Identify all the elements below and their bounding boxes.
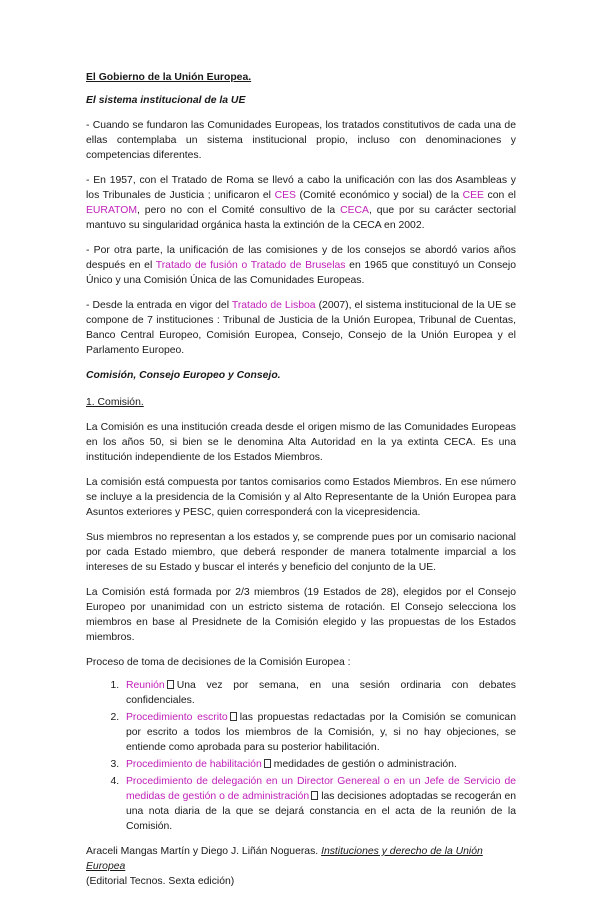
paragraph-rome-treaty: - En 1957, con el Tratado de Roma se llevó a cabo la unificación con las dos Asambleas y los Tribunales de Justicia ; unificaron el CES (Comité económico y social) de la CEE con el EURATOM, pero no con el Comité consultivo de la CECA, que por su carácter sectorial mantuvo su singularidad orgánica hasta la extinción de la CECA en 2002. — [86, 175, 517, 231]
document-subtitle: El sistema institucional de la UE — [86, 95, 246, 106]
checkbox-glyph-icon — [230, 712, 237, 721]
heading-comision: 1. Comisión. — [86, 397, 144, 408]
link-lisbon-treaty[interactable]: Tratado de Lisboa — [231, 300, 316, 311]
paragraph-comision-formation: La Comisión está formada por 2/3 miembros (19 Estados de 28), elegidos por el Consejo Europeo por unanimidad con un estricto sistema de rotación. El Consejo selecciona los miembros en base al Presidnete de la Comisión elegido y las propuestas de los Estados miembros. — [86, 587, 516, 643]
list-item: 4. Procedimiento de delegación en un Director Genereal o en un Jefe de Servicio de medidas de gestión o de administración las decisiones adoptadas se recogerán en una nota diaria de la que se dejará constancia en el acta de la reunión de la Comisión. — [122, 774, 516, 834]
checkbox-glyph-icon — [167, 680, 174, 689]
process-title: Proceso de toma de decisiones de la Comisión Europea : — [86, 657, 351, 668]
checkbox-glyph-icon — [264, 759, 271, 768]
link-step-habilitacion[interactable]: Procedimiento de habilitación — [126, 759, 262, 770]
checkbox-glyph-icon — [311, 791, 318, 800]
link-ces[interactable]: CES — [274, 190, 296, 201]
document-body — [86, 70, 516, 899]
process-list — [86, 678, 516, 834]
link-step-reunion[interactable]: Reunión — [126, 680, 165, 691]
link-euratom[interactable]: EURATOM — [86, 205, 137, 216]
section-heading: Comisión, Consejo Europeo y Consejo. — [86, 370, 281, 381]
link-step-delegacion[interactable]: Procedimiento de delegación en un Director Genereal o en un Jefe de Servicio de medidas de gestión o de administración — [126, 776, 516, 802]
link-merger-treaty[interactable]: Tratado de fusión o Tratado de Bruselas — [155, 260, 346, 271]
document-title: El Gobierno de la Unión Europea. — [86, 72, 252, 83]
paragraph-comision-members: Sus miembros no representan a los estados y, se comprende pues por un comisario nacional por cada Estado miembro, que deberá responder de manera totalmente imparcial a los intereses de su Estado y buscar el interés y beneficio del conjunto de la UE. — [86, 532, 516, 573]
citation: Araceli Mangas Martín y Diego J. Liñán Nogueras. Instituciones y derecho de la Unión Europea (Editorial Tecnos. Sexta edición) — [86, 846, 483, 887]
citation-book-title: Instituciones y derecho de la Unión Europea — [86, 846, 483, 872]
list-item: 1. Reunión Una vez por semana, en una sesión ordinaria con debates confidenciales. — [122, 678, 516, 708]
paragraph-comision-origin: La Comisión es una institución creada desde el origen mismo de las Comunidades Europeas en los años 50, si bien se le denomina Alta Autoridad en la ya extinta CECA. Es una institución independiente de los Estados Miembros. — [86, 422, 516, 463]
paragraph-lisbon-treaty: - Desde la entrada en vigor del Tratado de Lisboa (2007), el sistema institucional de la UE se compone de 7 instituciones : Tribunal de Justicia de la Unión Europea, Tribunal de Cuentas, Banco Central Europeo, Comisión Europea, Consejo, Consejo de la Unión Europea y el Parlamento Europeo. — [86, 300, 517, 356]
link-ceca[interactable]: CECA — [340, 205, 369, 216]
paragraph-comision-composition: La comisión está compuesta por tantos comisarios como Estados Miembros. En ese número se incluye a la presidencia de la Comisión y al Alto Representante de la Unión Europea para Asuntos exteriores y PESC, quien corresponderá con la vicepresidencia. — [86, 477, 516, 518]
list-item: 2. Procedimiento escrito las propuestas redactadas por la Comisión se comunican por escrito a todos los miembros de la Comisión, y, si no hay objeciones, se entiende como aprobada para su posterior habilitación. — [122, 710, 516, 755]
list-item: 3. Procedimiento de habilitación medidades de gestión o administración. — [122, 757, 516, 772]
paragraph-merger-treaty: - Por otra parte, la unificación de las comisiones y de los consejos se abordó varios años después en el Tratado de fusión o Tratado de Bruselas en 1965 que constituyó un Consejo Único y una Comisión Única de las Comunidades Europeas. — [86, 245, 516, 286]
paragraph-origins: - Cuando se fundaron las Comunidades Europeas, los tratados constitutivos de cada una de ellas contemplaba un sistema institucional propio, incluso con denominaciones y competencias diferentes. — [86, 120, 516, 161]
link-cee[interactable]: CEE — [462, 190, 484, 201]
link-step-escrito[interactable]: Procedimiento escrito — [126, 712, 228, 723]
